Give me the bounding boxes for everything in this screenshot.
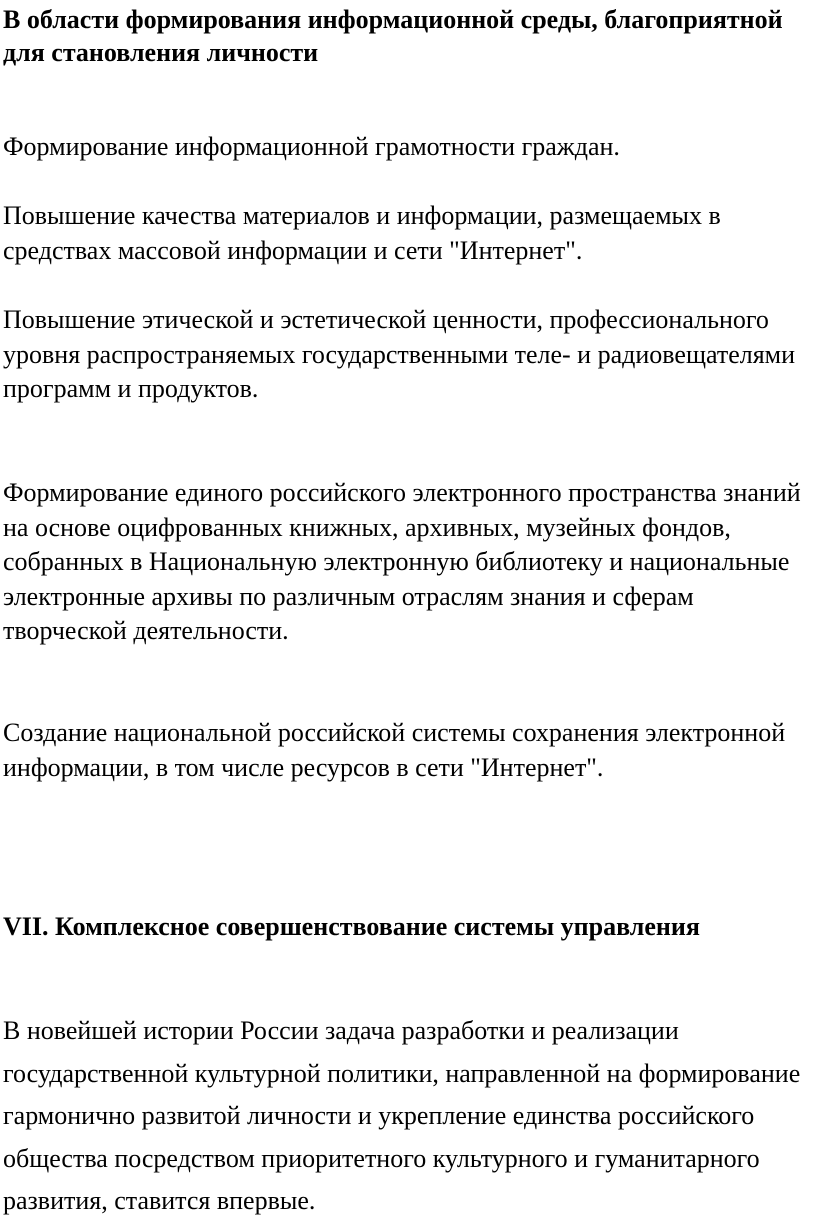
section-heading-information-environment: В области формирования информационной среды, благоприятной для становления личности xyxy=(3,5,783,67)
paragraph-electronic-preservation-system: Создание национальной российской системы сохранения электронной информации, в том числе ресурсов в сети "Интернет". xyxy=(3,718,786,782)
paragraph-broadcasting-values: Повышение этической и эстетической ценности, профессионального уровня распространяемых государственными теле- и радиовещателями программ и продуктов. xyxy=(3,305,796,403)
section-heading-management-system: VII. Комплексное совершенствование системы управления xyxy=(3,912,700,941)
paragraph-electronic-knowledge-space: Формирование единого российского электронного пространства знаний на основе оцифрованных книжных, архивных, музейных фондов, собранных в Национальную электронную библиотеку и национальные электронные архивы по различным отраслям знания и сферам творческой деятельности. xyxy=(3,478,801,645)
paragraph-information-literacy: Формирование информационной грамотности граждан. xyxy=(3,132,620,161)
paragraph-media-quality: Повышение качества материалов и информации, размещаемых в средствах массовой информации и сети "Интернет". xyxy=(3,201,721,265)
paragraph-cultural-policy: В новейшей истории России задача разработки и реализации государственной культурной политики, направленной на формирование гармонично развитой личности и укрепление единства российского общества посредством приоритетного культурного и гуманитарного развития, ставится впервые. xyxy=(3,1016,801,1215)
